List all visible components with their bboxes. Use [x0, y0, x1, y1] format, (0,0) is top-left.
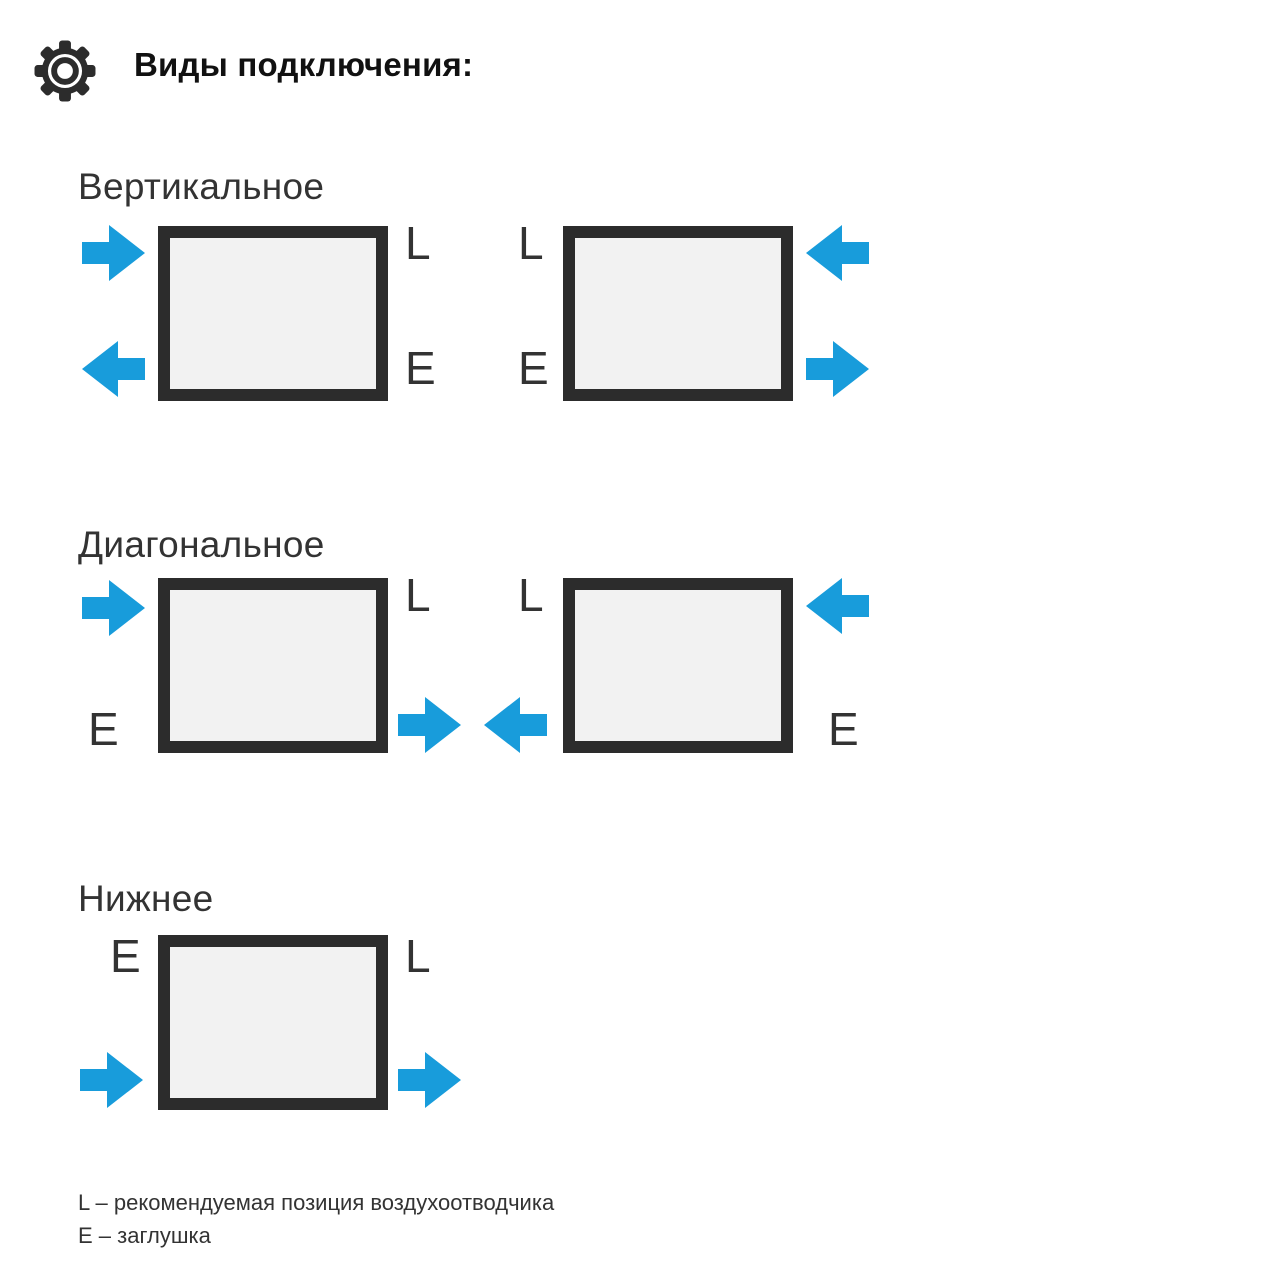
section-title-vertical: Вертикальное: [78, 166, 325, 207]
radiator-body: [158, 935, 388, 1110]
inlet-arrow-icon: [82, 580, 145, 636]
vent-label: L: [405, 569, 431, 621]
radiator-body: [158, 578, 388, 753]
vent-label: L: [405, 930, 431, 982]
outlet-arrow-icon: [82, 341, 145, 397]
plug-label: E: [110, 930, 141, 982]
outlet-arrow-icon: [398, 697, 461, 753]
radiator-body: [563, 578, 793, 753]
plug-label: E: [518, 342, 549, 394]
legend: [78, 1186, 554, 1252]
radiator-body: [158, 226, 388, 401]
vent-label: L: [518, 217, 544, 269]
radiator-body: [563, 226, 793, 401]
vent-label: L: [518, 569, 544, 621]
plug-label: E: [405, 342, 436, 394]
inlet-arrow-icon: [82, 225, 145, 281]
vent-label: L: [405, 217, 431, 269]
outlet-arrow-icon: [806, 341, 869, 397]
legend-line: E – заглушка: [78, 1223, 211, 1248]
legend-line: L – рекомендуемая позиция воздухоотводчика: [78, 1190, 555, 1215]
outlet-arrow-icon: [484, 697, 547, 753]
section-title-diagonal: Диагональное: [78, 524, 325, 565]
inlet-arrow-icon: [806, 225, 869, 281]
page-title: Виды подключения:: [134, 46, 474, 83]
plug-label: E: [88, 703, 119, 755]
inlet-arrow-icon: [806, 578, 869, 634]
plug-label: E: [828, 703, 859, 755]
section-title-bottom: Нижнее: [78, 878, 214, 919]
inlet-arrow-icon: [80, 1052, 143, 1108]
outlet-arrow-icon: [398, 1052, 461, 1108]
gear-icon: [34, 40, 96, 102]
